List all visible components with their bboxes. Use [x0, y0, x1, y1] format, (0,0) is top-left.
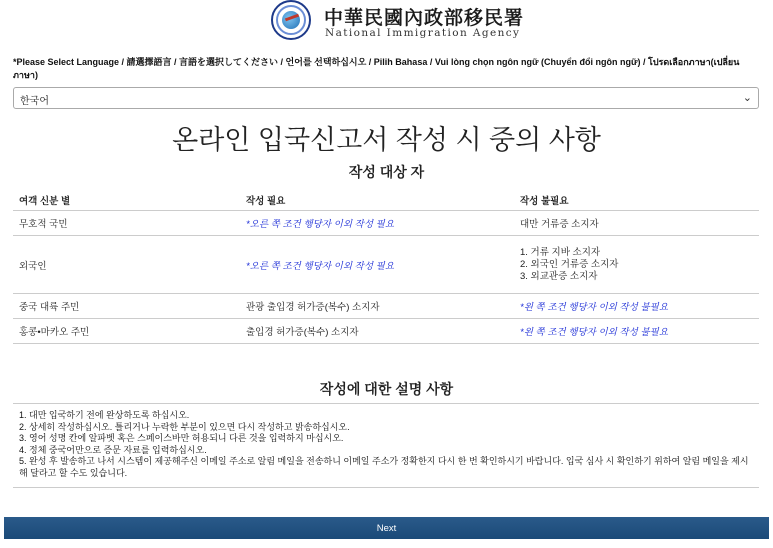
identity-cell: 중국 대륙 주민	[13, 294, 240, 319]
org-name: 中華民國內政部移民署	[324, 7, 525, 29]
required-cell: *오른 쪽 조건 행당자 이외 작성 필요	[240, 211, 514, 236]
not-required-cell: *왼 쪽 조건 행당자 이외 작성 불필요	[514, 319, 759, 344]
instructions-list	[13, 403, 759, 488]
table-header-row	[13, 190, 759, 211]
not-required-item: 2. 외국인 거류증 소지자	[520, 258, 619, 270]
target-section-title: 작성 대상 자	[348, 164, 425, 180]
org-name-english: National Immigration Agency	[325, 27, 521, 39]
table-row	[13, 319, 759, 344]
required-cell: 출입경 허가증(복수) 소지자	[240, 319, 514, 344]
column-header-identity: 여객 신분 별	[13, 190, 240, 211]
instruction-item: 2. 상세히 작성하십시오. 틀리거나 누락한 부분이 있으면 다시 작성하고 밝송하십시오.	[19, 421, 350, 432]
table-row	[13, 211, 759, 236]
page-title: 온라인 입국신고서 작성 시 중의 사항	[172, 125, 601, 155]
not-required-cell: 대만 거류증 소지자	[514, 211, 759, 236]
language-select[interactable]	[13, 87, 759, 109]
table-row	[13, 294, 759, 319]
identity-cell: 홍콩•마카오 주민	[13, 319, 240, 344]
header	[0, 0, 773, 44]
instruction-item: 5. 완성 후 발송하고 나서 시스템이 제공해주신 이메일 주소로 알림 메일을 전송하니 이메일 주소가 정확한지 다시 한 번 확인하시기 바랍니다. 입국 심사 시 확인하기 위하여 알림 메일을 제시해 달라고 할 수도 있습니다.	[19, 456, 749, 478]
column-header-required: 작성 필요	[240, 190, 514, 211]
identity-cell: 무호적 국민	[13, 211, 240, 236]
identity-cell: 외국인	[13, 236, 240, 294]
required-cell: *오른 쪽 조건 행당자 이외 작성 필요	[240, 236, 514, 294]
next-button[interactable]: Next	[4, 517, 769, 539]
instruction-item: 1. 대만 입국하기 전에 완상하도록 하십시오.	[19, 410, 190, 420]
language-prompt: *Please Select Language / 請選擇語言 / 言語を選択してください / 언어를 선택하십시오 / Pilih Bahasa / Vui lòng chọn ngôn ngữ (Chuyển đổi ngôn ngữ) / โปรดเลือกภาษา(เปลี่ยนภาษา)	[13, 57, 740, 80]
language-selected-value: 한국어	[20, 96, 49, 107]
required-cell: 관광 출입경 허가증(복수) 소지자	[240, 294, 514, 319]
not-required-item: 1. 거류 지바 소지자	[520, 246, 601, 258]
not-required-cell	[514, 236, 759, 294]
instructions-title: 작성에 대한 설명 사항	[319, 381, 454, 397]
not-required-item: 3. 외교관증 소지자	[520, 270, 598, 282]
instruction-item: 3. 영어 성명 칸에 알파벳 혹은 스페이스바만 허용되니 다른 것을 입력하지 마십시오.	[19, 433, 344, 443]
not-required-cell: *왼 쪽 조건 행당자 이외 작성 불필요	[514, 294, 759, 319]
instruction-item: 4. 정체 중국어만으로 증문 자료를 입력하십시오.	[19, 444, 207, 455]
chevron-down-icon: ⌄	[742, 92, 752, 104]
column-header-not-required: 작성 불필요	[514, 190, 759, 211]
target-table	[13, 190, 759, 344]
table-row	[13, 236, 759, 294]
agency-logo-icon	[271, 0, 311, 40]
